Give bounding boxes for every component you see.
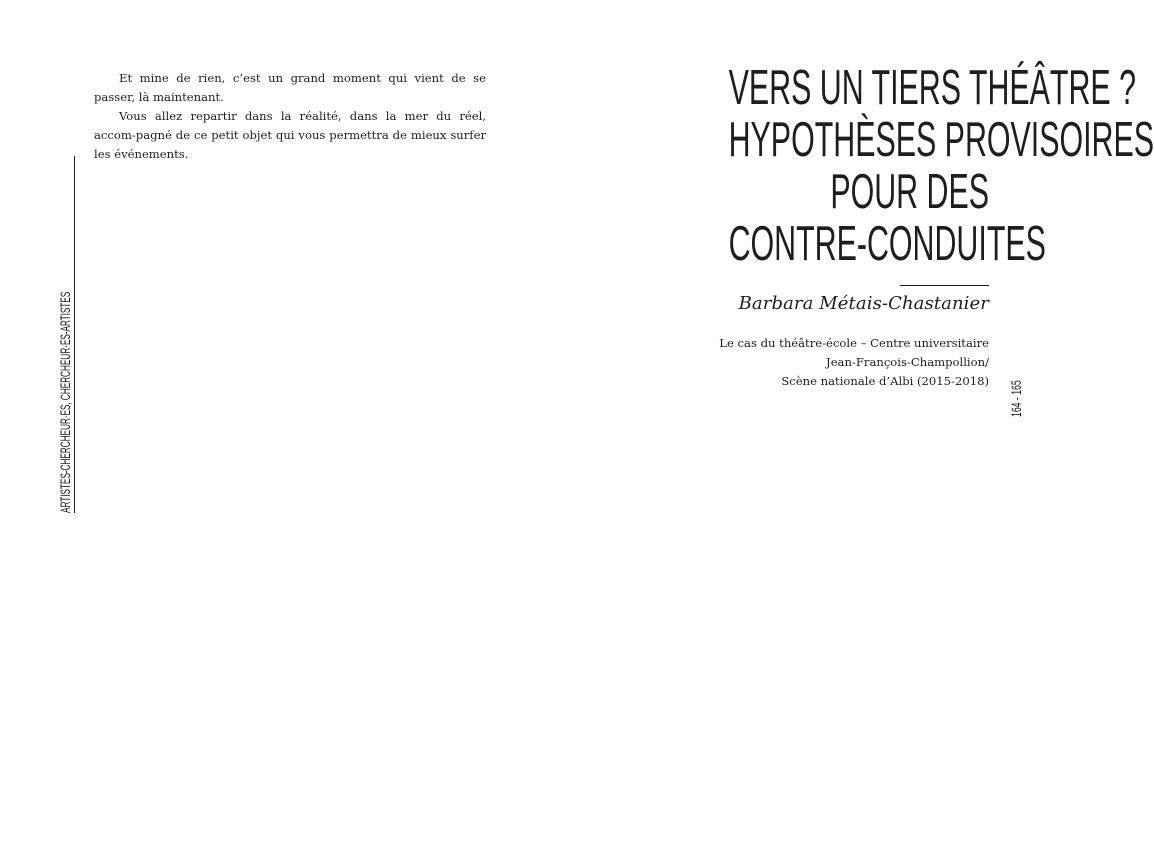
running-head-container — [58, 280, 78, 515]
title-line-4: CONTRE-CONDUITES — [728, 217, 1046, 271]
paragraph-1: Et mine de rien, c’est un grand moment qui vient de se passer, là maintenant. — [94, 71, 486, 104]
author-name: Barbara Métais-Chastanier — [738, 293, 989, 314]
running-head — [58, 156, 75, 513]
chapter-title — [569, 61, 1154, 271]
page-numbers-text: 164 - 165 — [1008, 380, 1024, 417]
left-page-body-text — [94, 69, 486, 164]
subtitle-line-2: Jean-François-Champollion/ — [826, 355, 989, 369]
subtitle-line-1: Le cas du théâtre-école – Centre universitaire — [719, 336, 989, 350]
title-line-2: HYPOTHÈSES PROVISOIRES — [728, 113, 1154, 167]
chapter-subtitle — [629, 334, 989, 391]
page-numbers — [1008, 358, 1024, 417]
running-head-text: ARTISTES-CHERCHEUR·ES, CHERCHEUR·ES-ARTISTES — [58, 291, 73, 513]
title-divider — [900, 285, 989, 286]
paragraph-2: Vous allez repartir dans la réalité, dans la mer du réel, accom-pagné de ce petit objet qui vous permettra de mieux surfer les événements. — [94, 109, 486, 161]
title-line-3: POUR DES — [830, 165, 989, 219]
title-line-1: VERS UN TIERS THÉÂTRE ? — [728, 61, 1137, 115]
page-numbers-container — [1008, 376, 1026, 418]
subtitle-line-3: Scène nationale d’Albi (2015-2018) — [781, 374, 989, 388]
